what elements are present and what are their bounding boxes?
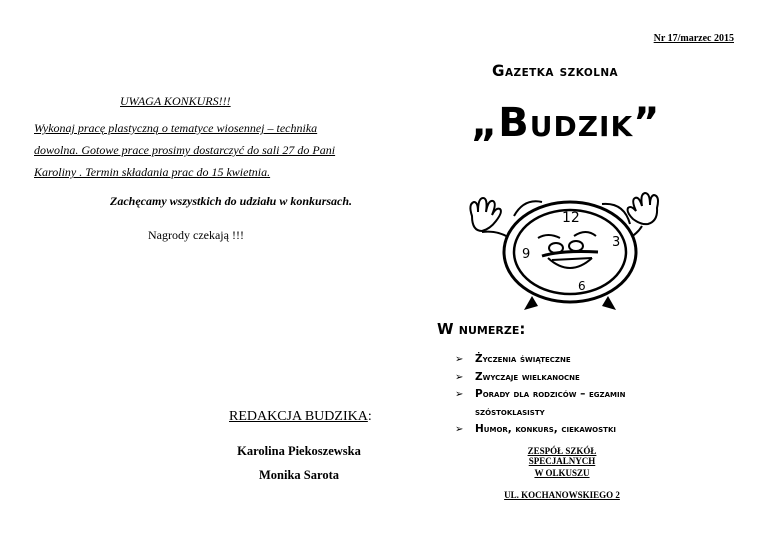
school-address: UL. KOCHANOWSKIEGO 2 [504,490,620,500]
editor-name: Monika Sarota [259,468,339,482]
arrow-bullet-icon: ➢ [455,389,464,400]
school-city: W OLKUSZU [534,468,590,478]
school-name: ZESPÓŁ SZKÓŁ SPECJALNYCH [527,446,597,466]
contest-line: dowolna. Gotowe prace prosimy dostarczyć do sali 27 do Pani [34,143,336,157]
arrow-bullet-icon: ➢ [455,371,464,383]
toc-heading: W numerze: [437,320,526,338]
list-item-continuation: szóstoklasisty [475,405,545,418]
list-item: ➢ Humor, konkurs, ciekawostki [455,421,685,439]
arrow-bullet-icon: ➢ [455,354,464,365]
contest-line: Wykonaj pracę plastyczną o tematyce wiosennej – technika [34,121,318,135]
issue-number: Nr 17/marzec 2015 [653,33,734,44]
contest-line: Karoliny . Termin składania prac do 15 kwietnia. [34,165,271,179]
arrow-bullet-icon: ➢ [455,424,464,435]
contest-title: UWAGA KONKURS!!! [120,94,231,108]
clock-number: 6 [578,279,586,293]
clock-number: 9 [522,247,531,262]
left-hand-icon [470,198,512,240]
contest-text [34,117,367,183]
newspaper-title: „Budzik” [471,100,661,146]
list-item: ➢ Porady dla rodziców – egzamin [455,386,685,404]
list-item: ➢ Życzenia świąteczne [455,351,685,369]
prizes-text: Nagrody czekają !!! [148,228,244,242]
clock-number: 3 [612,235,621,250]
toc-list [455,351,685,439]
editorial-heading: REDAKCJA BUDZIKA: [229,409,372,424]
gazette-label: Gazetka szkolna [492,61,619,80]
encouragement-text: Zachęcamy wszystkich do udziału w konkursach. [110,194,353,208]
list-item: ➢ Zwyczaje wielkanocne [455,369,685,387]
editor-name: Karolina Piekoszewska [237,444,361,458]
alarm-clock-icon [452,186,682,316]
clock-number: 12 [562,210,580,226]
